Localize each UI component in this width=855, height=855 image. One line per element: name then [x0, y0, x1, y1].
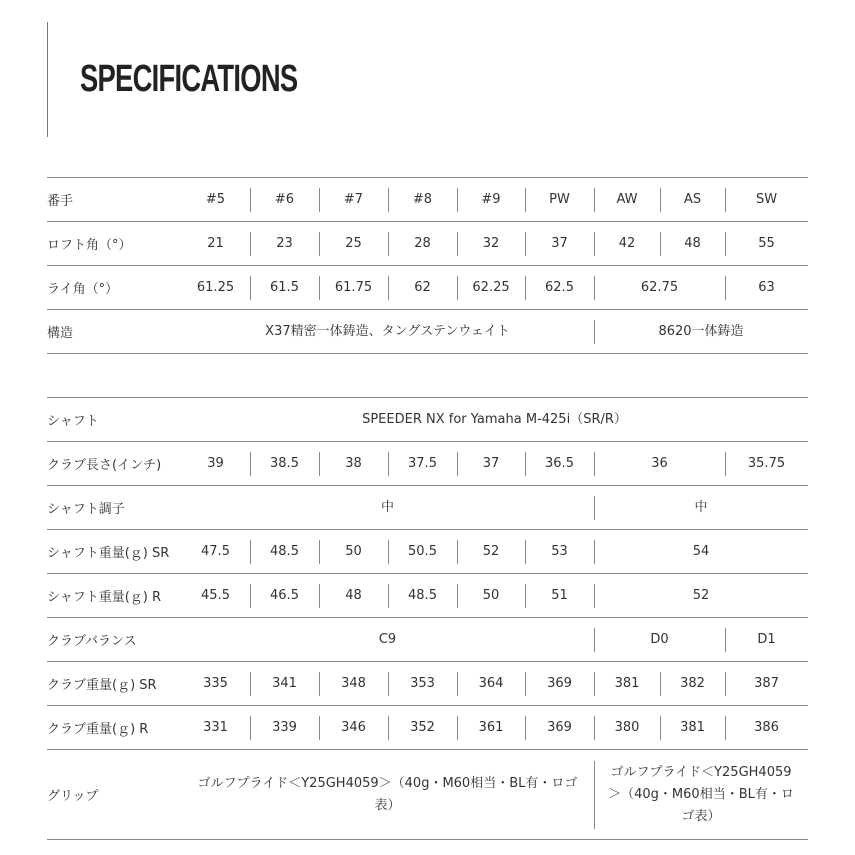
- cell-value: SW: [755, 191, 778, 207]
- cell-value: 28: [414, 235, 431, 251]
- cell-value: 39: [207, 455, 224, 471]
- table-row: [47, 221, 808, 265]
- table-cell: [594, 310, 808, 353]
- table-cell: [388, 574, 457, 617]
- table-cell: [319, 530, 388, 573]
- cell-value: 51: [551, 587, 568, 603]
- cell-value: 36: [651, 455, 668, 471]
- cell-value: 50: [345, 543, 362, 559]
- table-cell: [594, 222, 660, 265]
- cell-value: ゴルフプライド＜Y25GH4059＞（40g・M60相当・BL有・ロゴ表）: [608, 764, 794, 824]
- table-cell: [525, 178, 594, 221]
- row-label: クラブバランス: [47, 634, 137, 649]
- cell-value: 25: [345, 235, 362, 251]
- table-cell: [181, 706, 250, 749]
- cell-value: 62.5: [545, 279, 574, 295]
- cell-value: 61.25: [196, 279, 235, 295]
- table-cell: [250, 178, 319, 221]
- table-row: [47, 265, 808, 309]
- cell-value: 61.75: [334, 279, 373, 295]
- row-label: シャフト重量(ｇ) SR: [47, 546, 170, 561]
- table-cell: [725, 442, 808, 485]
- cell-value: 37.5: [408, 455, 437, 471]
- table-cell: [594, 178, 660, 221]
- spec-table-shaft: [47, 397, 808, 840]
- spec-table-head: [47, 177, 808, 354]
- table-cell: [457, 178, 525, 221]
- cell-value: 47.5: [201, 543, 230, 559]
- table-cell: [457, 574, 525, 617]
- cell-value: 352: [410, 719, 435, 735]
- table-cell: [457, 530, 525, 573]
- row-label: グリップ: [47, 789, 99, 804]
- cell-value: #9: [481, 191, 501, 207]
- table-row: [47, 749, 808, 840]
- table-cell: [388, 662, 457, 705]
- table-row: [47, 309, 808, 354]
- table-cell: [181, 662, 250, 705]
- row-label: クラブ重量(ｇ) SR: [47, 678, 157, 693]
- table-cell: [725, 222, 808, 265]
- cell-value: 381: [680, 719, 705, 735]
- table-cell: [181, 442, 250, 485]
- table-cell: [525, 266, 594, 309]
- table-row: [47, 485, 808, 529]
- table-cell: [181, 618, 594, 661]
- row-label: シャフト調子: [47, 502, 125, 517]
- cell-value: 63: [758, 279, 775, 295]
- cell-value: 369: [547, 675, 572, 691]
- table-cell: [525, 222, 594, 265]
- table-cell: [594, 574, 808, 617]
- cell-value: SPEEDER NX for Yamaha M-425i（SR/R）: [362, 411, 627, 427]
- table-cell: [660, 178, 725, 221]
- table-cell: [525, 662, 594, 705]
- table-cell: [525, 530, 594, 573]
- table-cell: [594, 618, 725, 661]
- table-row: [47, 661, 808, 705]
- table-cell: [250, 574, 319, 617]
- table-row: [47, 177, 808, 221]
- table-cell: [525, 706, 594, 749]
- cell-value: 42: [618, 235, 636, 251]
- table-cell: [319, 442, 388, 485]
- row-label: ライ角（°）: [47, 282, 119, 297]
- cell-value: 35.75: [747, 455, 786, 471]
- row-label: 番手: [47, 194, 74, 209]
- cell-value: 335: [203, 675, 228, 691]
- cell-value: 382: [680, 675, 705, 691]
- table-cell: [725, 266, 808, 309]
- table-cell: [181, 266, 250, 309]
- cell-value: 387: [754, 675, 779, 691]
- cell-value: 中: [380, 499, 394, 515]
- table-row: [47, 705, 808, 749]
- table-cell: [594, 266, 725, 309]
- cell-value: 364: [478, 675, 504, 691]
- table-cell: [594, 486, 808, 529]
- table-cell: [457, 662, 525, 705]
- cell-value: 62: [414, 279, 431, 295]
- cell-value: 32: [482, 235, 500, 251]
- cell-value: #5: [205, 191, 226, 207]
- cell-value: 23: [276, 235, 293, 251]
- table-cell: [319, 266, 388, 309]
- cell-value: 62.25: [472, 279, 510, 295]
- cell-value: 50.5: [408, 543, 437, 559]
- cell-value: AS: [683, 191, 702, 207]
- table-cell: [457, 266, 525, 309]
- table-cell: [319, 574, 388, 617]
- table-cell: [725, 178, 808, 221]
- table-row: [47, 529, 808, 573]
- table-cell: [660, 222, 725, 265]
- row-label: シャフト重量(ｇ) R: [47, 590, 162, 605]
- table-cell: [594, 530, 808, 573]
- cell-value: 21: [207, 235, 224, 251]
- table-cell: [319, 222, 388, 265]
- table-cell: [594, 442, 725, 485]
- cell-value: 341: [272, 675, 297, 691]
- title-accent-line: [47, 22, 48, 137]
- table-cell: [725, 706, 808, 749]
- table-cell: [250, 530, 319, 573]
- cell-value: #6: [274, 191, 295, 207]
- cell-value: 52: [482, 543, 500, 559]
- cell-value: 61.5: [270, 279, 299, 295]
- cell-value: 339: [272, 719, 297, 735]
- table-cell: [250, 706, 319, 749]
- table-cell: [388, 178, 457, 221]
- cell-value: 48: [345, 587, 362, 603]
- table-cell: [388, 706, 457, 749]
- cell-value: X37精密一体鋳造、タングステンウェイト: [265, 323, 510, 339]
- table-cell: [181, 750, 594, 839]
- cell-value: 52: [692, 587, 710, 603]
- table-row: [47, 441, 808, 485]
- cell-value: 53: [551, 543, 568, 559]
- cell-value: 38.5: [270, 455, 299, 471]
- table-row: [47, 397, 808, 441]
- table-cell: [725, 662, 808, 705]
- table-cell: [181, 574, 250, 617]
- cell-value: 38: [345, 455, 362, 471]
- table-cell: [388, 266, 457, 309]
- cell-value: 48.5: [408, 587, 437, 603]
- table-cell: [250, 222, 319, 265]
- table-cell: [457, 222, 525, 265]
- cell-value: 37: [551, 235, 568, 251]
- cell-value: 348: [341, 675, 366, 691]
- cell-value: 361: [478, 719, 504, 735]
- table-cell: [181, 310, 594, 353]
- cell-value: 48.5: [270, 543, 299, 559]
- table-cell: [319, 706, 388, 749]
- cell-value: ゴルフプライド＜Y25GH4059＞（40g・M60相当・BL有・ロゴ表）: [197, 775, 578, 813]
- table-cell: [457, 706, 525, 749]
- table-cell: [594, 662, 660, 705]
- cell-value: C9: [378, 631, 397, 647]
- cell-value: 331: [203, 719, 228, 735]
- cell-value: 46.5: [270, 587, 299, 603]
- table-cell: [725, 618, 808, 661]
- cell-value: 37: [482, 455, 500, 471]
- table-row: [47, 617, 808, 661]
- cell-value: 386: [754, 719, 779, 735]
- row-label: ロフト角（°）: [47, 238, 132, 253]
- table-cell: [250, 266, 319, 309]
- cell-value: 62.75: [640, 279, 679, 295]
- table-cell: [250, 662, 319, 705]
- table-cell: [594, 706, 660, 749]
- cell-value: #8: [412, 191, 433, 207]
- table-cell: [388, 442, 457, 485]
- cell-value: 8620一体鋳造: [658, 323, 744, 339]
- cell-value: 369: [547, 719, 572, 735]
- table-cell: [594, 750, 808, 839]
- table-cell: [660, 706, 725, 749]
- cell-value: 346: [341, 719, 366, 735]
- table-cell: [181, 530, 250, 573]
- table-cell: [181, 486, 594, 529]
- table-cell: [181, 222, 250, 265]
- table-cell: [319, 178, 388, 221]
- table-cell: [660, 662, 725, 705]
- page-title: SPECIFICATIONS: [80, 58, 298, 100]
- cell-value: 54: [692, 543, 710, 559]
- table-cell: [319, 662, 388, 705]
- table-cell: [181, 178, 250, 221]
- cell-value: 55: [758, 235, 775, 251]
- cell-value: 380: [614, 719, 640, 735]
- cell-value: D0: [650, 631, 669, 647]
- cell-value: AW: [616, 191, 638, 207]
- table-cell: [525, 442, 594, 485]
- cell-value: 381: [614, 675, 640, 691]
- table-cell: [181, 398, 808, 441]
- row-label: クラブ長さ(インチ): [47, 458, 162, 473]
- table-cell: [388, 222, 457, 265]
- table-cell: [525, 574, 594, 617]
- table-cell: [388, 530, 457, 573]
- table-row: [47, 573, 808, 617]
- table-cell: [250, 442, 319, 485]
- cell-value: #7: [343, 191, 364, 207]
- cell-value: 中: [694, 499, 708, 515]
- cell-value: 45.5: [201, 587, 230, 603]
- table-cell: [457, 442, 525, 485]
- cell-value: PW: [549, 191, 570, 207]
- cell-value: 50: [482, 587, 500, 603]
- row-label: シャフト: [47, 414, 99, 429]
- row-label: 構造: [47, 326, 74, 341]
- cell-value: 36.5: [545, 455, 574, 471]
- cell-value: 48: [684, 235, 701, 251]
- cell-value: D1: [757, 631, 776, 647]
- cell-value: 353: [410, 675, 435, 691]
- row-label: クラブ重量(ｇ) R: [47, 722, 149, 737]
